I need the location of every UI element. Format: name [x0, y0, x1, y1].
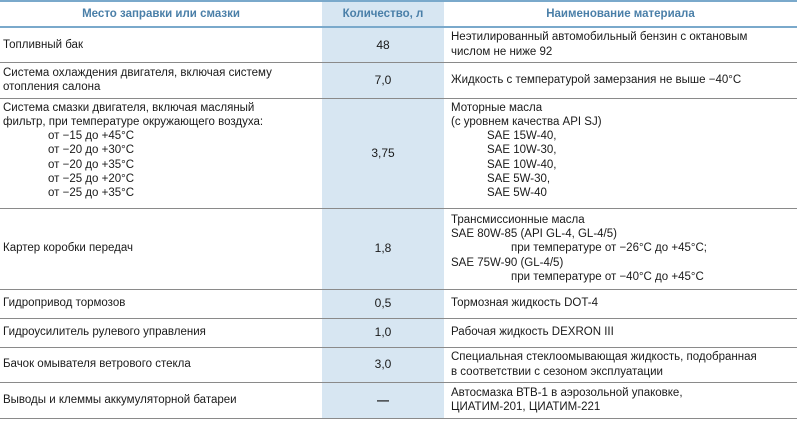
gearbox-material-line-5: при температуре от −40°C до +45°C	[511, 270, 704, 283]
lube-material	[444, 98, 797, 208]
lube-oil-grade: SAE 10W-30,	[487, 144, 557, 157]
gearbox-place: Картер коробки передач	[0, 208, 322, 289]
lube-material-line-2: (с уровнем качества API SJ)	[451, 115, 602, 128]
table-row-brakes	[0, 289, 797, 318]
table-header-row	[0, 1, 797, 27]
steering-material: Рабочая жидкость DEXRON III	[444, 318, 797, 347]
header-quantity: Количество, л	[322, 1, 444, 27]
battery-material	[444, 382, 797, 418]
fuel-material-line-2: числом не ниже 92	[451, 45, 553, 58]
lube-place-line-1: Система смазки двигателя, включая масляный	[3, 101, 255, 114]
gearbox-material-line-4: SAE 75W-90 (GL-4/5)	[451, 256, 564, 269]
table-row-washer	[0, 347, 797, 382]
gearbox-material-line-3: при температуре от −26°C до +45°C;	[511, 242, 707, 255]
lube-temp-range: от −25 до +35°C	[48, 187, 135, 200]
table-row-power-steering	[0, 318, 797, 347]
table-row-battery	[0, 382, 797, 418]
gearbox-quantity: 1,8	[322, 208, 444, 289]
table-row-fuel-tank	[0, 27, 797, 62]
steering-quantity: 1,0	[322, 318, 444, 347]
washer-material-line-1: Специальная стеклоомывающая жидкость, подобранная	[451, 351, 757, 364]
washer-quantity: 3,0	[322, 347, 444, 382]
cooling-place	[0, 62, 322, 98]
brake-place: Гидропривод тормозов	[0, 289, 322, 318]
washer-material-line-2: в соответствии с сезоном эксплуатации	[451, 365, 663, 378]
lube-oil-grade: SAE 15W-40,	[487, 130, 557, 143]
fuel-quantity: 48	[322, 27, 444, 62]
fuel-material	[444, 27, 797, 62]
washer-material	[444, 347, 797, 382]
cooling-place-line-1: Система охлаждения двигателя, включая систему	[3, 66, 272, 79]
lube-oil-grade: SAE 5W-40	[487, 187, 547, 200]
gearbox-material-line-1: Трансмиссионные масла	[451, 213, 585, 226]
lube-temp-range: от −20 до +35°C	[48, 158, 135, 171]
lube-temp-range: от −15 до +45°C	[48, 130, 135, 143]
battery-material-line-2: ЦИАТИМ-201, ЦИАТИМ-221	[451, 401, 601, 413]
fuel-material-line-1: Неэтилированный автомобильный бензин с октановым	[451, 31, 748, 44]
lube-place	[0, 98, 322, 208]
battery-quantity: —	[322, 382, 444, 418]
gearbox-material	[444, 208, 797, 289]
washer-place: Бачок омывателя ветрового стекла	[0, 347, 322, 382]
lube-oil-grade: SAE 10W-40,	[487, 158, 557, 171]
fuel-place: Топливный бак	[0, 27, 322, 62]
table-row-engine-lubrication	[0, 98, 797, 208]
lube-place-line-2: фильтр, при температуре окружающего воздуха:	[3, 115, 264, 128]
cooling-material: Жидкость с температурой замерзания не выше −40°C	[444, 62, 797, 98]
steering-place: Гидроусилитель рулевого управления	[0, 318, 322, 347]
header-material: Наименование материала	[444, 1, 797, 27]
table-row-cooling	[0, 62, 797, 98]
lube-oil-grade: SAE 5W-30,	[487, 172, 551, 185]
battery-place: Выводы и клеммы аккумуляторной батареи	[0, 382, 322, 418]
brake-quantity: 0,5	[322, 289, 444, 318]
battery-material-line-1: Автосмазка ВТВ-1 в аэрозольной упаковке,	[451, 386, 683, 399]
brake-material: Тормозная жидкость DOT-4	[444, 289, 797, 318]
cooling-quantity: 7,0	[322, 62, 444, 98]
lube-quantity: 3,75	[322, 98, 444, 208]
header-place: Место заправки или смазки	[0, 1, 322, 27]
lube-temp-range: от −25 до +20°C	[48, 172, 135, 185]
gearbox-material-line-2: SAE 80W-85 (API GL-4, GL-4/5)	[451, 228, 617, 241]
table-row-gearbox	[0, 208, 797, 289]
lube-temp-range: от −20 до +30°C	[48, 144, 135, 157]
lube-material-line-1: Моторные масла	[451, 101, 543, 114]
cooling-place-line-2: отопления салона	[3, 81, 101, 93]
